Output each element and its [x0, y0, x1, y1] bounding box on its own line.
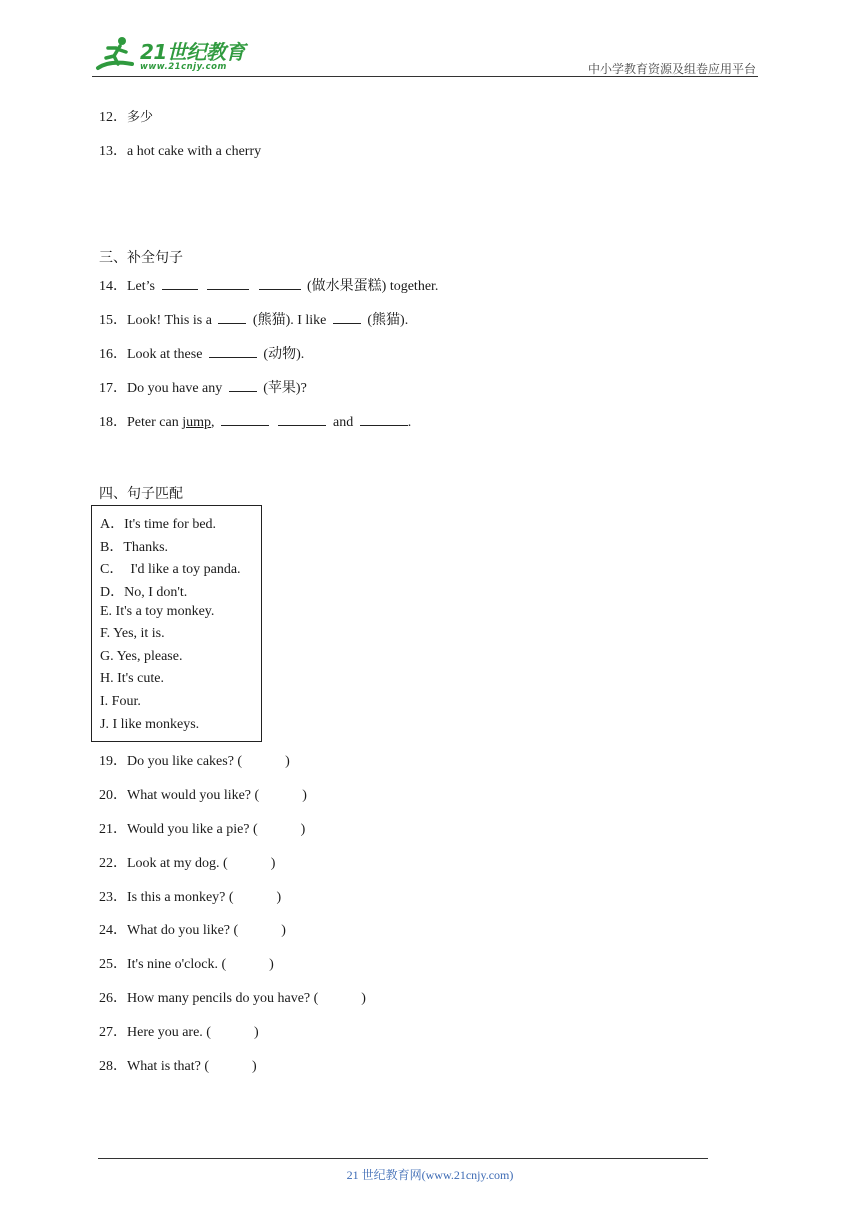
option-item: H. It's cute.	[100, 671, 164, 686]
question-number: 18．	[99, 415, 127, 430]
question-19	[99, 750, 290, 770]
paren-close: )	[253, 1025, 259, 1040]
question-12	[99, 106, 153, 126]
question-14	[99, 275, 438, 295]
answer-blank[interactable]	[229, 379, 257, 392]
footer-divider	[98, 1158, 708, 1159]
punctuation: ,	[210, 415, 215, 430]
question-number: 25．	[99, 957, 127, 972]
question-24	[99, 919, 286, 939]
paren-close: )	[252, 1059, 257, 1074]
answer-blank[interactable]	[162, 277, 198, 290]
question-hint: (做水果蛋糕) together.	[307, 279, 439, 294]
question-23	[99, 886, 281, 906]
paren-close: )	[361, 991, 366, 1006]
question-text: Is this a monkey? (	[127, 890, 234, 905]
question-17	[99, 377, 307, 397]
footer-link[interactable]: 21 世纪教育网(www.21cnjy.com)	[346, 1168, 514, 1182]
question-20	[99, 784, 307, 804]
question-hint: (苹果)?	[263, 381, 307, 396]
option-item: C． I'd like a toy panda.	[100, 562, 241, 577]
question-13	[99, 140, 261, 160]
paren-close: )	[300, 822, 306, 837]
question-number: 24．	[99, 923, 127, 938]
question-text: Would you like a pie? (	[127, 822, 258, 837]
runner-logo-icon	[92, 34, 140, 76]
option-item: A．It's time for bed.	[100, 517, 217, 532]
question-number: 23．	[99, 890, 127, 905]
question-hint: (熊猫).	[367, 313, 409, 328]
answer-blank[interactable]	[360, 413, 408, 426]
answer-blank[interactable]	[221, 413, 269, 426]
paren-close: )	[285, 754, 290, 769]
question-number: 26．	[99, 991, 127, 1006]
question-number: 21．	[99, 822, 127, 837]
question-number: 15．	[99, 313, 127, 328]
question-number: 20．	[99, 788, 127, 803]
paren-close: )	[269, 957, 274, 972]
page-header	[92, 30, 758, 78]
question-text: What is that? (	[127, 1059, 210, 1074]
question-number: 28．	[99, 1059, 127, 1074]
page-footer	[0, 1166, 860, 1183]
question-text: 多少	[127, 110, 154, 125]
question-text: It's nine o'clock. (	[127, 957, 227, 972]
question-16	[99, 343, 304, 363]
paren-close: )	[276, 890, 282, 905]
option-item: B．Thanks.	[100, 540, 169, 555]
question-number: 16．	[99, 347, 127, 362]
question-27	[99, 1021, 259, 1041]
question-text: a hot cake with a cherry	[127, 144, 262, 159]
question-text: How many pencils do you have? (	[127, 991, 319, 1006]
options-box	[91, 505, 262, 742]
question-text: Do you like cakes? (	[127, 754, 243, 769]
question-text: Look! This is a	[127, 313, 212, 328]
section-4-title: 四、句子匹配	[99, 486, 183, 502]
brand-logo	[92, 34, 262, 76]
question-number: 13．	[99, 144, 127, 159]
question-text: Look at my dog. (	[127, 856, 228, 871]
question-number: 27．	[99, 1025, 127, 1040]
logo-url: www.21cnjy.com	[140, 62, 227, 72]
question-26	[99, 987, 366, 1007]
answer-blank[interactable]	[333, 311, 361, 324]
question-text: Let’s	[127, 279, 155, 294]
question-text: Here you are. (	[127, 1025, 211, 1040]
question-28	[99, 1055, 257, 1075]
question-18	[99, 411, 411, 431]
question-number: 19．	[99, 754, 127, 769]
option-item: I. Four.	[100, 694, 141, 709]
answer-blank[interactable]	[218, 311, 246, 324]
section-3-title: 三、补全句子	[99, 250, 183, 266]
question-15	[99, 309, 408, 329]
question-text: Look at these	[127, 347, 203, 362]
option-item: F. Yes, it is.	[100, 626, 165, 641]
question-text: Peter can	[127, 415, 179, 430]
question-text: What do you like? (	[127, 923, 239, 938]
paren-close: )	[281, 923, 286, 938]
connector-word: and	[332, 415, 354, 430]
option-item: D．No, I don't.	[100, 585, 188, 600]
punctuation: .	[407, 415, 412, 430]
paren-close: )	[270, 856, 276, 871]
answer-blank[interactable]	[209, 345, 257, 358]
question-text: Do you have any	[127, 381, 223, 396]
question-number: 22．	[99, 856, 127, 871]
question-hint: (动物).	[263, 347, 305, 362]
question-number: 17．	[99, 381, 127, 396]
question-number: 12．	[99, 110, 127, 125]
option-item: E. It's a toy monkey.	[100, 604, 215, 619]
question-22	[99, 852, 275, 872]
paren-close: )	[302, 788, 307, 803]
question-hint: (熊猫). I like	[252, 313, 327, 328]
underlined-word: jump	[182, 415, 211, 430]
answer-blank[interactable]	[259, 277, 301, 290]
option-item: J. I like monkeys.	[100, 717, 200, 732]
question-21	[99, 818, 305, 838]
question-text: What would you like? (	[127, 788, 260, 803]
logo-text: 21世纪教育	[140, 40, 245, 64]
platform-name: 中小学教育资源及组卷应用平台	[587, 62, 756, 76]
question-25	[99, 953, 274, 973]
answer-blank[interactable]	[207, 277, 249, 290]
header-divider	[92, 76, 758, 77]
option-item: G. Yes, please.	[100, 649, 183, 664]
answer-blank[interactable]	[278, 413, 326, 426]
question-number: 14．	[99, 279, 127, 294]
